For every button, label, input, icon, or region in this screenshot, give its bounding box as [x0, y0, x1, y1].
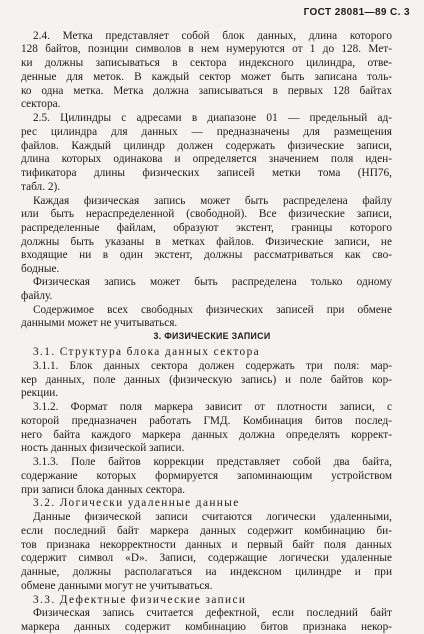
text-line: рес цилиндра для данных — предназначены для размещения [21, 126, 392, 138]
text-line: входящие ни в один экстент, должны рассматриваться как сво- [21, 249, 392, 261]
text-line: 2.5. Цилиндры с адресами в диапазоне 01 — предельный ад- [33, 112, 392, 124]
text-line: табл. 2). [21, 181, 61, 193]
text-line: ко одна метка. Метка должна записываться в первых 128 байтах [21, 85, 392, 97]
text-line: сектора. [21, 98, 61, 110]
text-line: Данные физической записи считаются логически удаленными, [33, 511, 392, 523]
text-line: содержит символ «D». Записи, содержащие логически удаленные [21, 552, 392, 564]
text-line: ки должны записываться в сектора индексного цилиндра, отве- [21, 57, 392, 69]
text-line: Физическая запись считается дефектной, если последний байт [33, 607, 392, 619]
text-line: тов признака некорректности данных и первый байт поля данных [21, 539, 392, 551]
text-line: 2.4. Метка представляет собой блок данных, длина которого [33, 30, 392, 42]
text-line: кер данных, поле данных (физическую запись) и поле байтов кор- [21, 374, 392, 386]
text-line: данные, должны располагаться на индексном цилиндре и при [21, 566, 392, 578]
section-title: 3. ФИЗИЧЕСКИЕ ЗАПИСИ [153, 331, 271, 341]
text-line: 3.1. Структура блока данных сектора [33, 346, 261, 358]
text-line: длина которых одинакова и определяется значением поля иден- [21, 153, 392, 165]
text-line: ность данных физической записи. [21, 442, 185, 454]
text-line: 3.3. Дефектные физические записи [33, 594, 247, 606]
text-line: 3.1.3. Поле байтов коррекции представляет собой два байта, [33, 456, 392, 468]
text-line: тификатора длины физических записей метки тома (НП76, [21, 167, 392, 179]
text-line: Содержимое всех свободных физических записей при обмене [33, 304, 392, 316]
text-line: распределенные файлам, образуют экстент, границы которого [21, 222, 392, 234]
text-line: при записи блока данных сектора. [21, 484, 186, 496]
text-line: 3.2. Логически удаленные данные [33, 497, 240, 509]
text-line: 3.1.2. Формат поля маркера зависит от плотности записи, с [33, 401, 392, 413]
text-line: рекции. [21, 387, 59, 399]
text-line: файлов. Каждый цилиндр должен содержать физические записи, [21, 140, 392, 152]
text-line: если последний байт маркера данных содержит комбинацию би- [21, 525, 392, 537]
text-line: должны быть указаны в метках файлов. Физические записи, не [21, 236, 392, 248]
text-line: 3.1.1. Блок данных сектора должен содержать три поля: мар- [33, 360, 392, 372]
text-line: бодные. [21, 263, 60, 275]
text-line: обмене данными могут не учитываться. [21, 580, 213, 592]
text-line: содержание которых формируется запоминающим устройством [21, 470, 392, 482]
text-line: которой предназначен работать ГМД. Комбинация битов послед- [21, 415, 392, 427]
text-line: данными может не учитываться. [21, 317, 178, 329]
text-line: денные для меток. В каждый сектор может быть записана толь- [21, 71, 392, 83]
text-line: маркера данных содержит комбинацию битов признака некор- [21, 621, 392, 633]
text-line: 128 байтов, позиции символов в нем нумеруются от 1 до 128. Мет- [21, 43, 392, 55]
text-line: него байта каждого маркера данных должна определять коррект- [21, 429, 392, 441]
text-line: Физическая запись может быть распределена только одному [33, 276, 392, 288]
text-line: файлу. [21, 290, 53, 302]
page-header: ГОСТ 28081—89 С. 3 [303, 7, 410, 18]
text-line: или быть нераспределенной (свободной). Все физические записи, [21, 208, 392, 220]
text-line: Каждая физическая запись может быть распределена файлу [33, 195, 392, 207]
